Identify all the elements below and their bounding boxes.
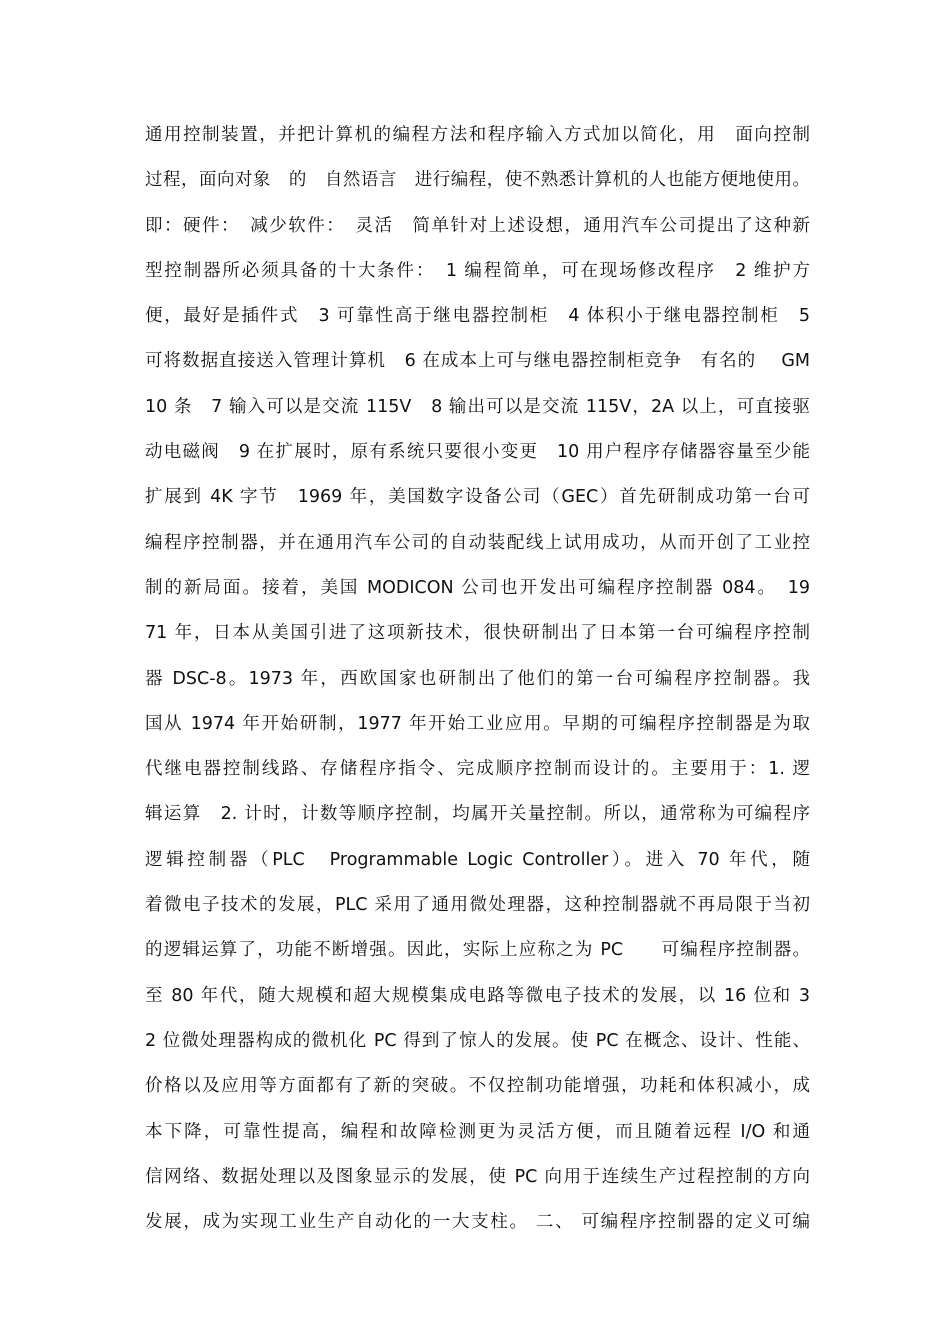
text-line: 过程，面向对象 的 自然语言 进行编程，使不熟悉计算机的人也能方便地使用。 (145, 170, 810, 191)
text-line: 价格以及应用等方面都有了新的突破。不仅控制功能增强，功耗和体积减小，成 (145, 1076, 810, 1097)
text-line: 10 条 7 输入可以是交流 115V 8 输出可以是交流 115V，2A 以上，可直接驱 (145, 396, 810, 417)
text-line: 发展，成为实现工业生产自动化的一大支柱。 二、 可编程序控制器的定义可编 (145, 1212, 810, 1233)
text-line: 便，最好是插件式 3 可靠性高于继电器控制柜 4 体积小于继电器控制柜 5 (145, 306, 810, 327)
text-line: 信网络、数据处理以及图象显示的发展，使 PC 向用于连续生产过程控制的方向 (145, 1166, 810, 1187)
text-line: 代继电器控制线路、存储程序指令、完成顺序控制而设计的。主要用于：1. 逻 (145, 759, 810, 780)
text-line: 型控制器所必须具备的十大条件： 1 编程简单，可在现场修改程序 2 维护方 (145, 260, 810, 281)
text-line: 2 位微处理器构成的微机化 PC 得到了惊人的发展。使 PC 在概念、设计、性能、 (145, 1030, 810, 1051)
text-line: 即：硬件： 减少软件： 灵活 简单针对上述设想，通用汽车公司提出了这种新 (145, 215, 810, 236)
text-line: 国从 1974 年开始研制，1977 年开始工业应用。早期的可编程序控制器是为取 (145, 713, 810, 734)
text-line: 扩展到 4K 字节 1969 年，美国数字设备公司（GEC）首先研制成功第一台可 (145, 487, 810, 508)
text-line: 至 80 年代，随大规模和超大规模集成电路等微电子技术的发展，以 16 位和 3 (145, 985, 810, 1006)
text-line: 动电磁阀 9 在扩展时，原有系统只要很小变更 10 用户程序存储器容量至少能 (145, 442, 810, 463)
text-line: 可将数据直接送入管理计算机 6 在成本上可与继电器控制柜竞争 有名的 GM (145, 351, 810, 372)
text-line: 的逻辑运算了，功能不断增强。因此，实际上应称之为 PC 可编程序控制器。 (145, 940, 810, 961)
text-line: 71 年，日本从美国引进了这项新技术，很快研制出了日本第一台可编程序控制 (145, 623, 810, 644)
text-line: 辑运算 2. 计时，计数等顺序控制，均属开关量控制。所以，通常称为可编程序 (145, 804, 810, 825)
text-line: 器 DSC-8。1973 年，西欧国家也研制出了他们的第一台可编程序控制器。我 (145, 668, 810, 689)
text-line: 着微电子技术的发展，PLC 采用了通用微处理器，这种控制器就不再局限于当初 (145, 895, 810, 916)
text-line: 本下降，可靠性提高，编程和故障检测更为灵活方便，而且随着远程 I/O 和通 (145, 1121, 810, 1142)
text-line: 编程序控制器，并在通用汽车公司的自动装配线上试用成功，从而开创了工业控 (145, 532, 810, 553)
text-line: 通用控制装置，并把计算机的编程方法和程序输入方式加以简化，用 面向控制 (145, 125, 810, 145)
document-text-body (145, 118, 810, 1250)
text-line: 逻辑控制器（PLC Programmable Logic Controller）。进入 70 年代，随 (145, 849, 810, 870)
text-line: 制的新局面。接着，美国 MODICON 公司也开发出可编程序控制器 084。 19 (145, 577, 810, 598)
